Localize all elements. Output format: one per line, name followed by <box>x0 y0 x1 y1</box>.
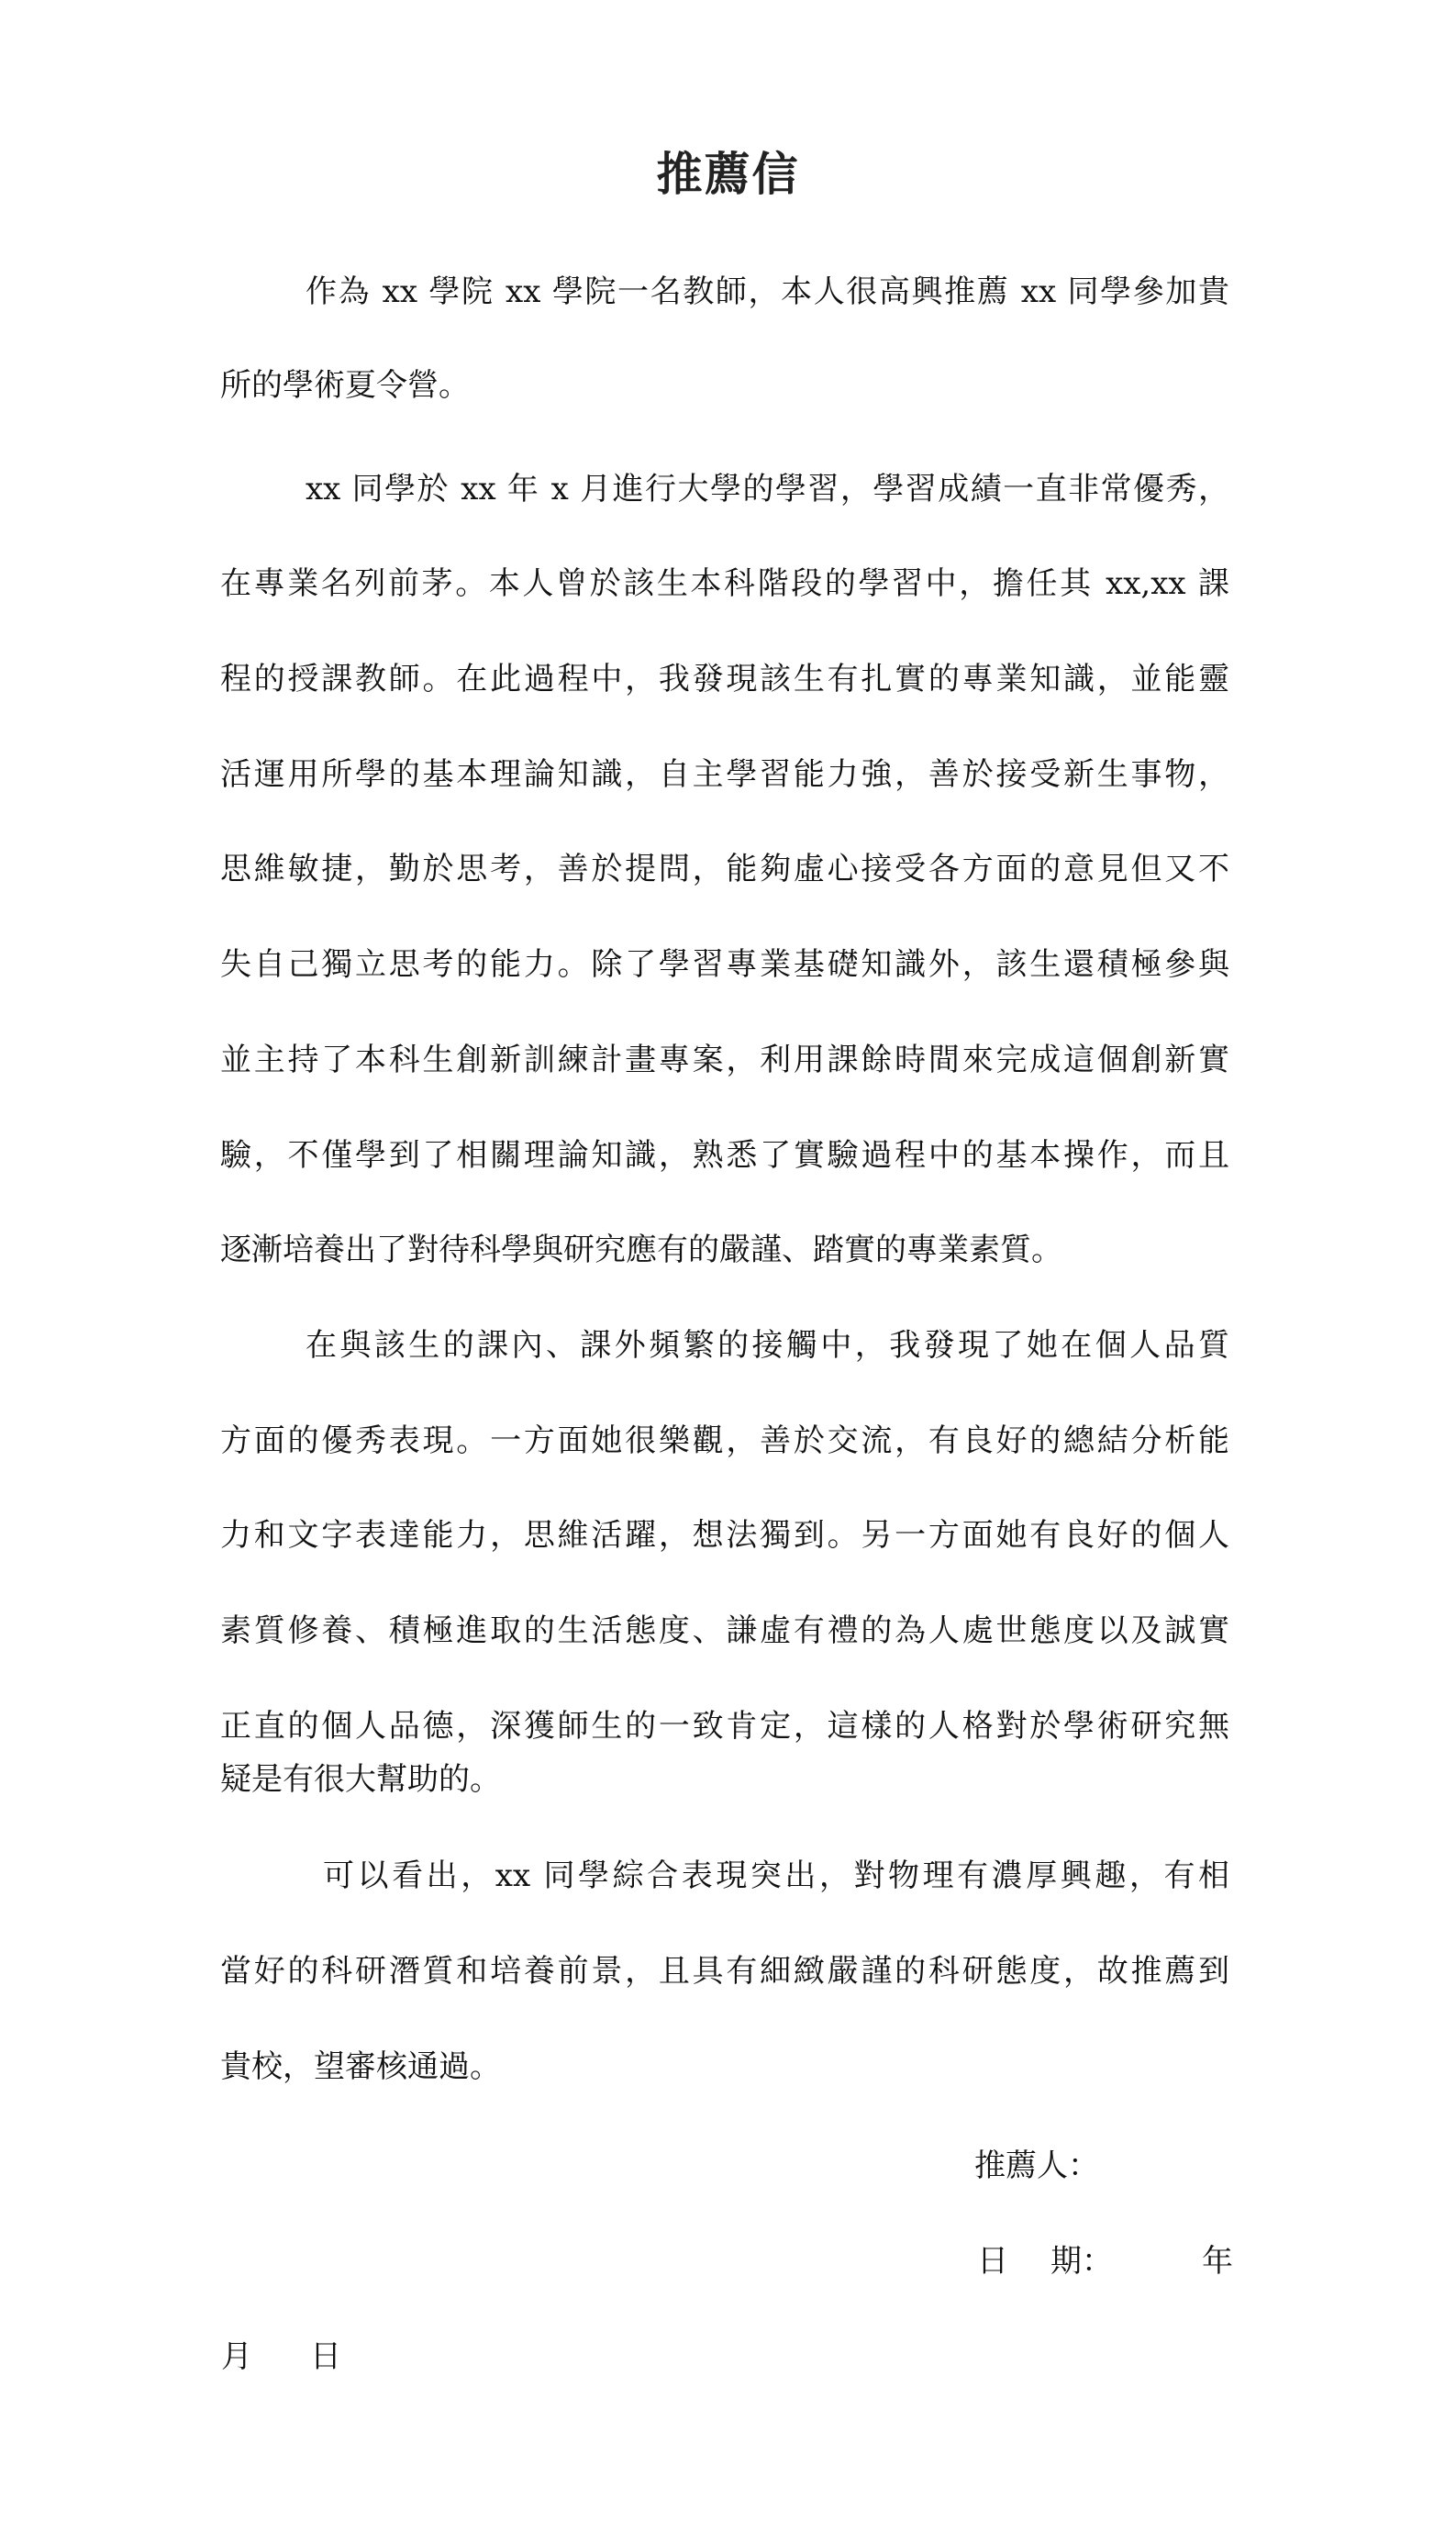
paragraph-2-line-5: 思維敏捷，勤於思考，善於提問，能夠虛心接受各方面的意見但又不 <box>220 851 1229 887</box>
paragraph-4-line-3: 貴校，望審核通過。 <box>220 2048 501 2085</box>
day-label: 日 <box>310 2338 341 2375</box>
paragraph-3-line-4: 素質修養、積極進取的生活態度、謙虛有禮的為人處世態度以及誠實 <box>220 1612 1229 1649</box>
paragraph-3-line-1: 在與該生的課內、課外頻繁的接觸中，我發現了她在個人品質 <box>306 1327 1229 1364</box>
paragraph-4-line-1: 可以看出，xx 同學綜合表現突出，對物理有濃厚興趣，有相 <box>323 1857 1229 1894</box>
document-title: 推薦信 <box>656 147 800 201</box>
date-label-char-2: 期： <box>1050 2243 1113 2280</box>
recommender-label: 推薦人： <box>974 2147 1099 2184</box>
paragraph-1-line-1: 作為 xx 學院 xx 學院一名教師，本人很高興推薦 xx 同學參加貴 <box>306 273 1229 310</box>
paragraph-3-line-5: 正直的個人品德，深獲師生的一致肯定，這樣的人格對於學術研究無 <box>220 1708 1229 1745</box>
paragraph-2-line-4: 活運用所學的基本理論知識，自主學習能力強，善於接受新生事物， <box>220 756 1229 793</box>
paragraph-3-line-6: 疑是有很大幫助的。 <box>220 1761 501 1798</box>
paragraph-3-line-2: 方面的優秀表現。一方面她很樂觀，善於交流，有良好的總結分析能 <box>220 1422 1229 1459</box>
paragraph-2-line-9: 逐漸培養出了對待科學與研究應有的嚴謹、踏實的專業素質。 <box>220 1232 1062 1268</box>
paragraph-3-line-3: 力和文字表達能力，思維活躍，想法獨到。另一方面她有良好的個人 <box>220 1517 1229 1554</box>
paragraph-2-line-7: 並主持了本科生創新訓練計畫專案，利用課餘時間來完成這個創新實 <box>220 1042 1229 1078</box>
paragraph-2-line-3: 程的授課教師。在此過程中，我發現該生有扎實的專業知識，並能靈 <box>220 661 1229 697</box>
paragraph-1-line-2: 所的學術夏令營。 <box>220 367 470 404</box>
paragraph-2-line-8: 驗，不僅學到了相關理論知識，熟悉了實驗過程中的基本操作，而且 <box>220 1137 1229 1174</box>
month-label: 月 <box>221 2338 252 2375</box>
paragraph-2-line-6: 失自己獨立思考的能力。除了學習專業基礎知識外，該生還積極參與 <box>220 946 1229 983</box>
paragraph-2-line-1: xx 同學於 xx 年 x 月進行大學的學習，學習成績一直非常優秀， <box>306 471 1229 508</box>
paragraph-2-line-2: 在專業名列前茅。本人曾於該生本科階段的學習中，擔任其 xx,xx 課 <box>220 565 1229 602</box>
date-label-char-1: 日 <box>977 2243 1008 2280</box>
year-label: 年 <box>1202 2243 1233 2280</box>
paragraph-4-line-2: 當好的科研潛質和培養前景，且具有細緻嚴謹的科研態度，故推薦到 <box>220 1953 1229 1990</box>
